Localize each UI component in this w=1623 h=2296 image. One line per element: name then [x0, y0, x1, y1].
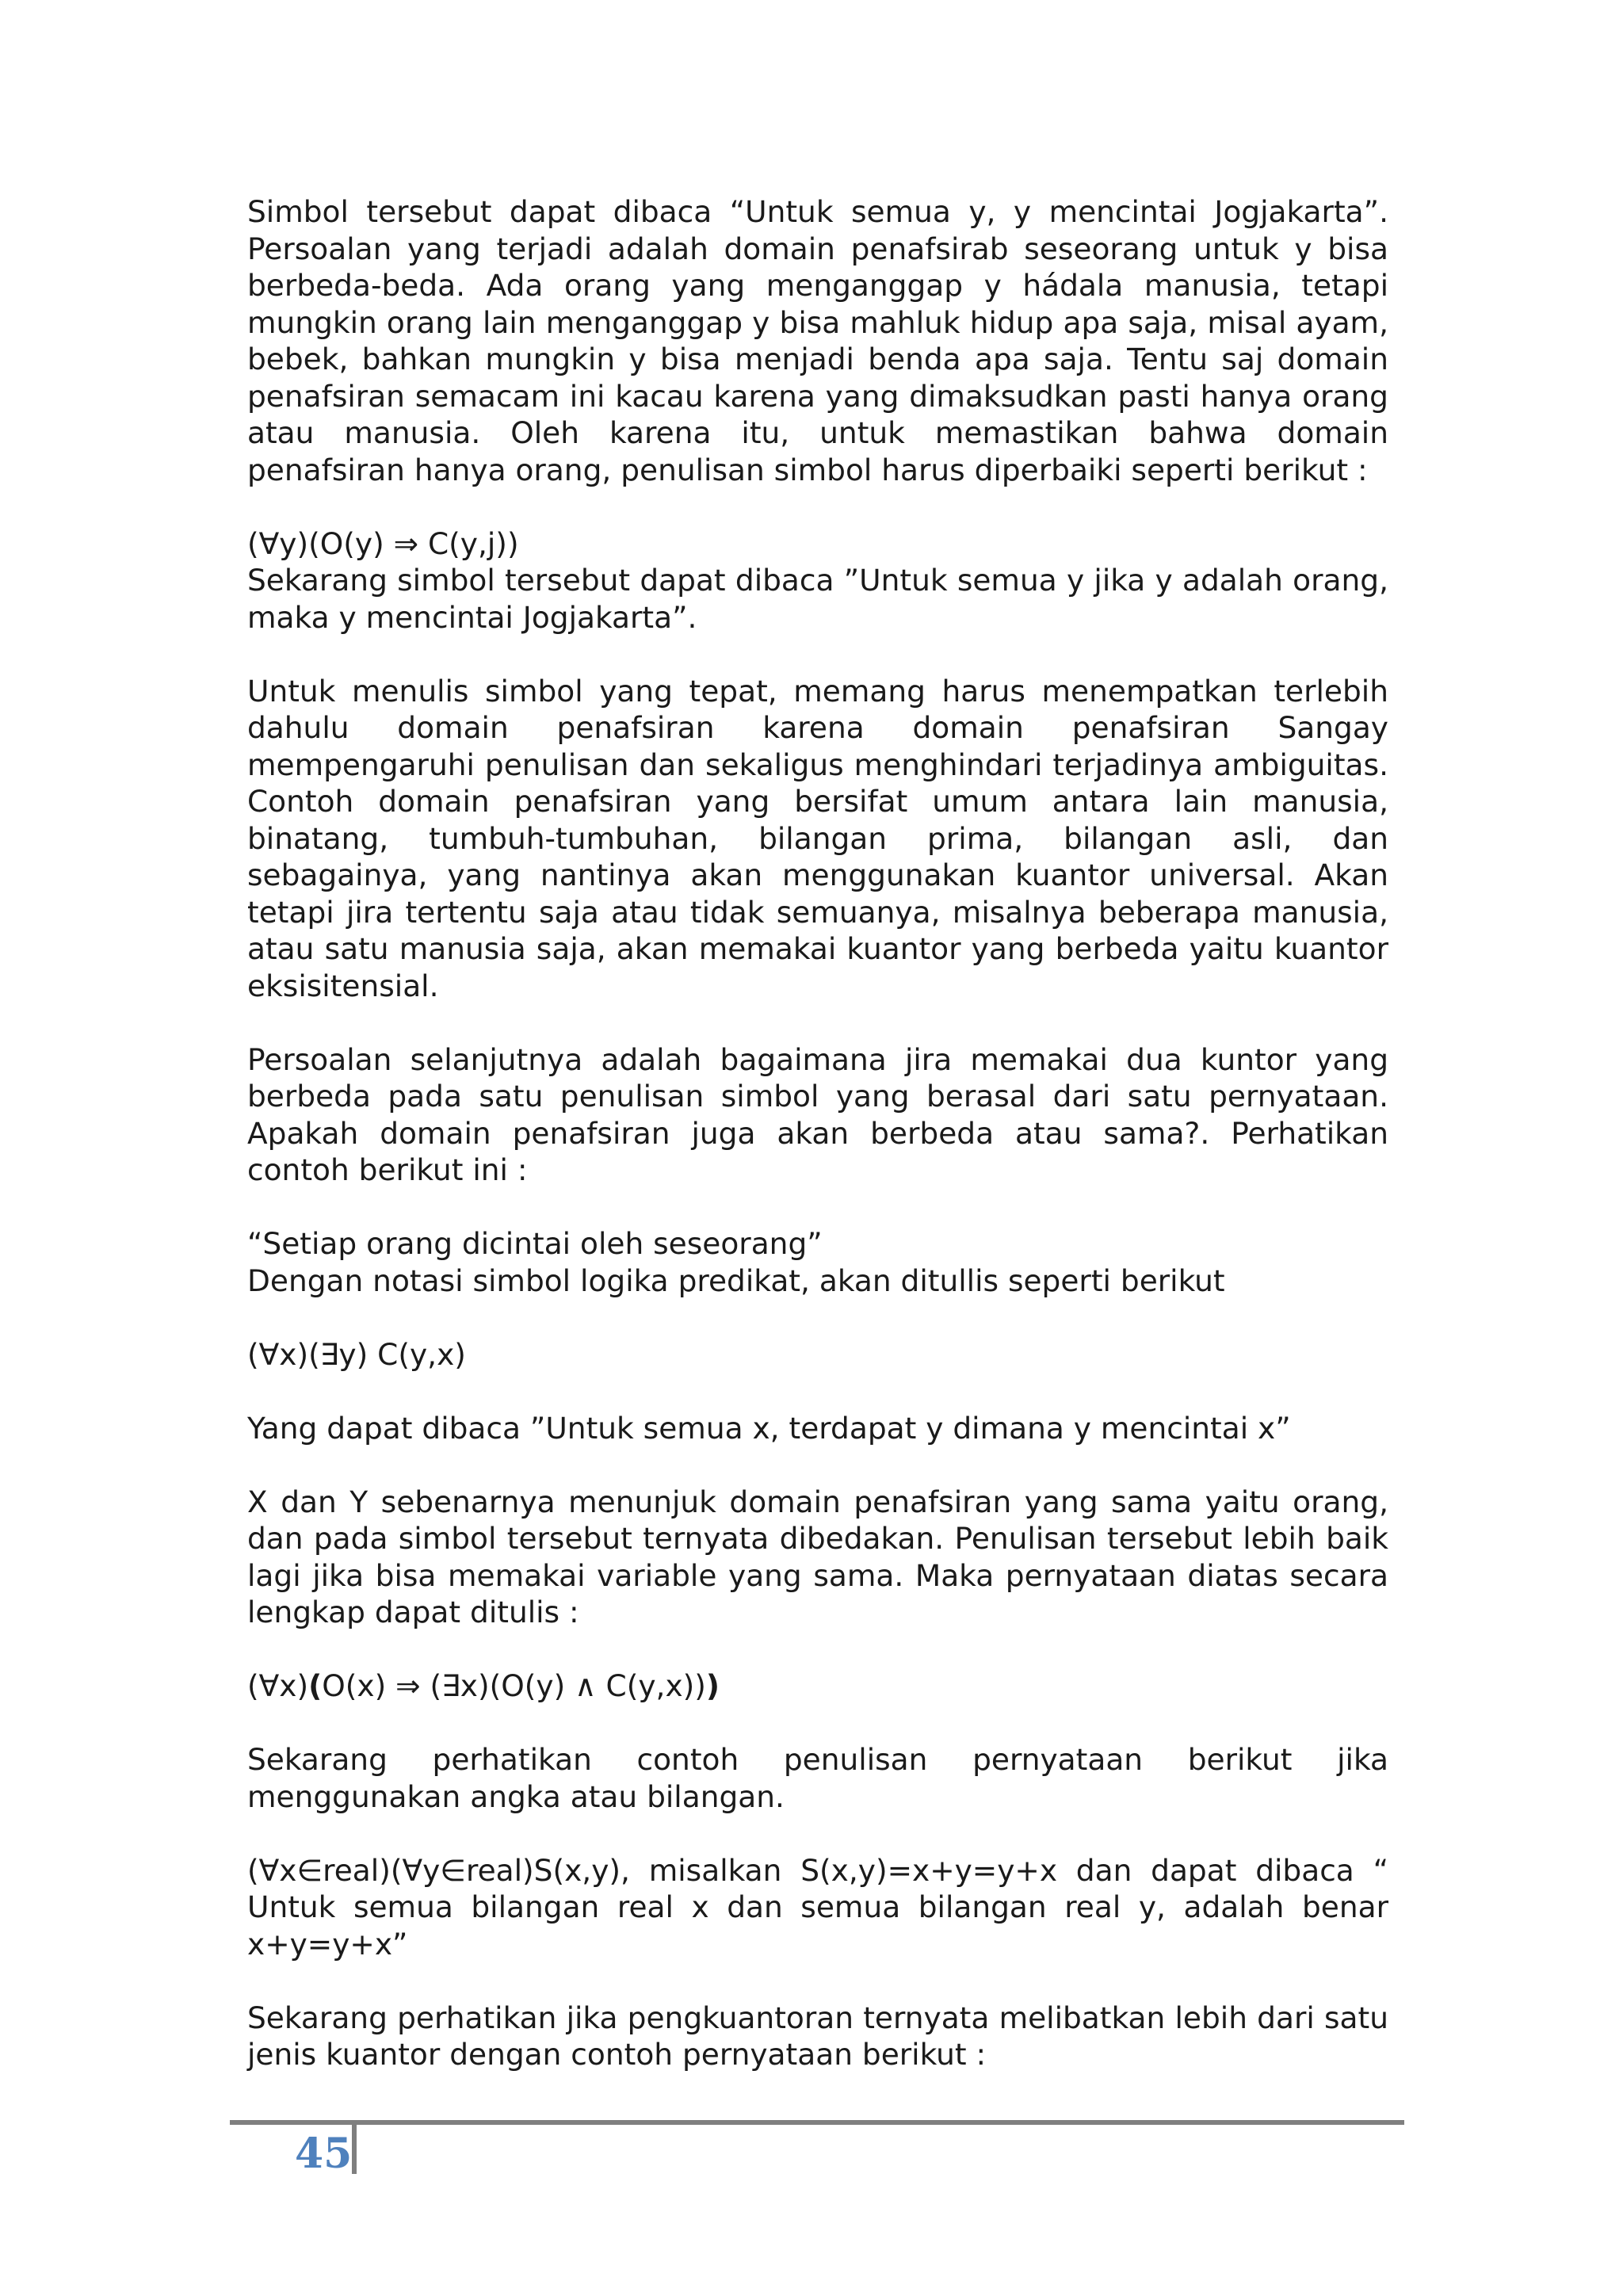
- formula-nested-quantifiers: (∀x)(∃y) C(y,x): [247, 1336, 466, 1372]
- paragraph-same-variable: X dan Y sebenarnya menunjuk domain penafsiran yang sama yaitu orang, dan pada simbol tersebut ternyata dibedakan. Penulisan tersebut lebih baik lagi jika bisa memakai variable yang sama. Maka pernyataan diatas secara lengkap dapat ditulis :: [247, 1484, 1388, 1629]
- example-quote: “Setiap orang dicintai oleh seseorang”: [247, 1226, 823, 1261]
- footer-rule: [230, 2120, 1404, 2125]
- paragraph-numbers-intro: Sekarang perhatikan contoh penulisan pernyataan berikut jika menggunakan angka atau bilangan.: [247, 1742, 1388, 1814]
- formula-complete-part1: (∀x): [247, 1668, 309, 1703]
- formula-complete-part2: O(x) ⇒ (∃x)(O(y) ∧ C(y,x)): [322, 1668, 706, 1703]
- formula-complete-bold-close: ): [705, 1668, 720, 1703]
- formula-block-1: [247, 525, 1388, 636]
- formula-complete: [247, 1668, 1388, 1705]
- page-number: 45: [295, 2130, 353, 2178]
- example-quote-note: Dengan notasi simbol logika predikat, akan ditullis seperti berikut: [247, 1263, 1225, 1298]
- paragraph-multiple-quantifiers: Sekarang perhatikan jika pengkuantoran ternyata melibatkan lebih dari satu jenis kuantor dengan contoh pernyataan berikut :: [247, 2000, 1388, 2072]
- paragraph-domain-interpretation: Simbol tersebut dapat dibaca “Untuk semua y, y mencintai Jogjakarta”. Persoalan yang terjadi adalah domain penafsirab seseorang untuk y bisa berbeda-beda. Ada orang yang menganggap y hádala manusia, tetapi mungkin orang lain menganggap y bisa mahluk hidup apa saja, misal ayam, bebek, bahkan mungkin y bisa menjadi benda apa saja. Tentu saj domain penafsiran semacam ini kacau karena yang dimaksudkan pasti hanya orang atau manusia. Oleh karena itu, untuk memastikan bahwa domain penafsiran hanya orang, penulisan simbol harus diperbaiki seperti berikut :: [247, 194, 1388, 487]
- paragraph-real-numbers-example: (∀x∈real)(∀y∈real)S(x,y), misalkan S(x,y)=x+y=y+x dan dapat dibaca “ Untuk semua bilangan real x dan semua bilangan real y, adalah benar x+y=y+x”: [247, 1852, 1388, 1962]
- page-number-divider: [352, 2125, 357, 2174]
- formula-complete-bold-open: (: [308, 1668, 323, 1703]
- paragraph-two-quantifiers: Persoalan selanjutnya adalah bagaimana jira memakai dua kuntor yang berbeda pada satu penulisan simbol yang berasal dari satu pernyataan. Apakah domain penafsiran juga akan berbeda atau sama?. Perhatikan contoh berikut ini :: [247, 1041, 1388, 1187]
- formula-universal-jogja: (∀y)(O(y) ⇒ C(y,j)): [247, 525, 519, 561]
- paragraph-formula-reading-2: Yang dapat dibaca ”Untuk semua x, terdapat y dimana y mencintai x”: [247, 1410, 1291, 1446]
- page-body: [247, 193, 1388, 2073]
- paragraph-formula-reading: Sekarang simbol tersebut dapat dibaca ”Untuk semua y jika y adalah orang, maka y mencintai Jogjakarta”.: [247, 563, 1388, 635]
- example-quote-block: [247, 1225, 1388, 1299]
- paragraph-domain-choice: Untuk menulis simbol yang tepat, memang harus menempatkan terlebih dahulu domain penafsiran karena domain penafsiran Sangay mempengaruhi penulisan dan sekaligus menghindari terjadinya ambiguitas. Contoh domain penafsiran yang bersifat umum antara lain manusia, binatang, tumbuh-tumbuhan, bilangan prima, bilangan asli, dan sebagainya, yang nantinya akan menggunakan kuantor universal. Akan tetapi jira tertentu saja atau tidak semuanya, misalnya beberapa manusia, atau satu manusia saja, akan memakai kuantor yang berbeda yaitu kuantor eksisitensial.: [247, 673, 1388, 1003]
